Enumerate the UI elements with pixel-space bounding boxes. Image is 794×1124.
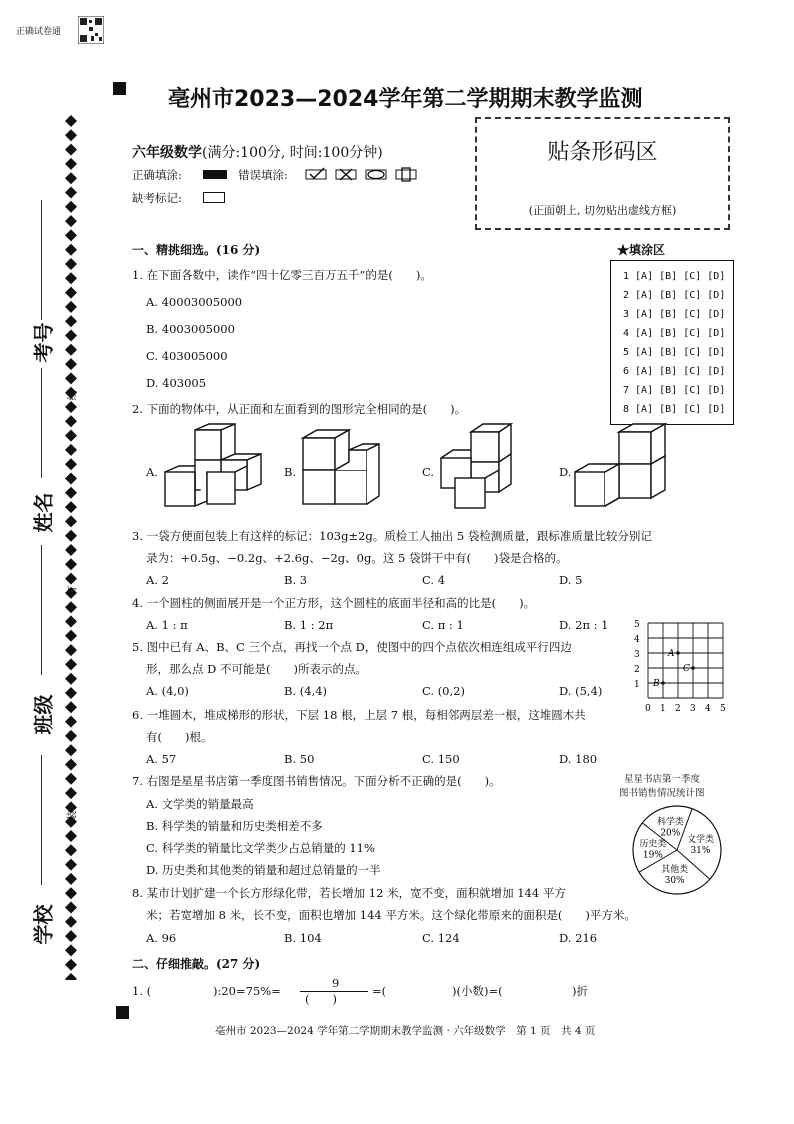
question-stem: 米；若宽增加 8 米，长不变，面积也增加 144 平方米。这个绿化带原来的面积是( )平方米。 bbox=[146, 908, 636, 922]
wrong-fill-label: 错误填涂: bbox=[238, 168, 288, 182]
fill-blank-part: ):20=75%= bbox=[213, 984, 281, 998]
option: D. (5,4) bbox=[559, 684, 603, 698]
line-mark-char: 线 bbox=[67, 390, 79, 401]
diamond-mark bbox=[65, 187, 77, 199]
answer-row[interactable]: 2 [A] [B] [C] [D] bbox=[623, 290, 726, 301]
pie-slice-pct: 31% bbox=[690, 846, 711, 857]
option: C. bbox=[422, 465, 435, 479]
diamond-mark bbox=[65, 144, 77, 156]
class-label: 班级 bbox=[31, 694, 56, 735]
answer-row[interactable]: 1 [A] [B] [C] [D] bbox=[623, 271, 726, 282]
diamond-mark bbox=[65, 501, 77, 513]
diamond-mark bbox=[65, 773, 77, 785]
answer-row[interactable]: 5 [A] [B] [C] [D] bbox=[623, 347, 726, 358]
diamond-mark bbox=[65, 601, 77, 613]
question-stem: 5. 图中已有 A、B、C 三个点，再找一个点 D，使图中的四个点依次相连组成平行四边 bbox=[132, 640, 572, 654]
option: D. 5 bbox=[559, 573, 583, 587]
diamond-mark bbox=[65, 859, 77, 871]
school-label: 学校 bbox=[31, 904, 56, 945]
diamond-mark bbox=[65, 573, 77, 585]
diamond-mark bbox=[65, 744, 77, 756]
option: D. 180 bbox=[559, 752, 598, 766]
option: C. 150 bbox=[422, 752, 460, 766]
point-C bbox=[691, 666, 695, 670]
option: A. 96 bbox=[146, 931, 177, 945]
option: D. 2π : 1 bbox=[559, 618, 609, 632]
y-tick-label: 5 bbox=[634, 620, 640, 630]
barcode-area bbox=[475, 117, 730, 230]
answer-row[interactable]: 3 [A] [B] [C] [D] bbox=[623, 309, 726, 320]
option: A. (4,0) bbox=[146, 684, 189, 698]
ding-mark-char: 订 bbox=[67, 585, 79, 596]
answer-row[interactable]: 7 [A] [B] [C] [D] bbox=[623, 385, 726, 396]
diamond-mark bbox=[65, 687, 77, 699]
brand-logo-text: 正确试卷通 bbox=[16, 27, 62, 37]
diamond-mark bbox=[65, 172, 77, 184]
qr-code-icon bbox=[78, 16, 104, 44]
option: B. 50 bbox=[284, 752, 315, 766]
diamond-mark bbox=[65, 215, 77, 227]
pie-chart bbox=[630, 803, 724, 897]
answer-card-title: ★填涂区 bbox=[617, 243, 666, 257]
x-tick-label: 2 bbox=[675, 704, 681, 714]
diamond-mark bbox=[65, 129, 77, 141]
question-stem: 录为：+0.5g、−0.2g、+2.6g、−2g、0g。这 5 袋饼干中有( )袋是合格的。 bbox=[146, 551, 568, 565]
diamond-mark bbox=[65, 673, 77, 685]
diamond-mark bbox=[65, 730, 77, 742]
x-tick-label: 1 bbox=[660, 704, 666, 714]
fraction-denominator: ( ) bbox=[305, 992, 337, 1006]
diamond-mark bbox=[65, 902, 77, 914]
subject-name: 六年级数学 bbox=[132, 145, 202, 161]
fill-blank-part: =( bbox=[372, 984, 387, 998]
diamond-mark bbox=[65, 458, 77, 470]
x-tick-label: 0 bbox=[645, 704, 651, 714]
y-tick-label: 4 bbox=[634, 635, 640, 645]
score-time: (满分:100分, 时间:100分钟) bbox=[202, 145, 383, 161]
alignment-mark bbox=[116, 1006, 129, 1019]
diamond-mark bbox=[65, 358, 77, 370]
question-stem: 1. 在下面各数中，读作“四十亿零三百万五千”的是( )。 bbox=[132, 268, 432, 282]
point-B bbox=[661, 681, 665, 685]
option: B. 4003005000 bbox=[146, 322, 235, 336]
diamond-mark bbox=[65, 330, 77, 342]
diamond-mark bbox=[65, 873, 77, 885]
y-tick-label: 1 bbox=[634, 680, 640, 690]
diamond-mark bbox=[65, 630, 77, 642]
option: B. 104 bbox=[284, 931, 322, 945]
correct-fill-label: 正确填涂: bbox=[132, 168, 182, 182]
diamond-mark bbox=[65, 616, 77, 628]
diamond-mark bbox=[65, 258, 77, 270]
diamond-mark bbox=[65, 344, 77, 356]
cube-figure-b bbox=[303, 430, 379, 504]
correct-fill-example bbox=[203, 170, 227, 179]
option: C. 科学类的销量比文学类少占总销量的 11% bbox=[146, 841, 375, 855]
option: A. 文学类的销量最高 bbox=[146, 797, 254, 811]
absent-mark-label: 缺考标记: bbox=[132, 191, 182, 205]
section-heading: 一、精挑细选。(16 分) bbox=[132, 243, 261, 257]
class-line[interactable] bbox=[41, 755, 42, 885]
answer-card bbox=[610, 260, 734, 425]
cube-figure-d bbox=[575, 424, 665, 506]
x-tick-label: 3 bbox=[690, 704, 696, 714]
diamond-mark bbox=[65, 372, 77, 384]
diamond-mark bbox=[65, 558, 77, 570]
diamond-mark bbox=[65, 430, 77, 442]
diamond-mark bbox=[65, 272, 77, 284]
diamond-mark bbox=[65, 830, 77, 842]
point-label: B bbox=[653, 679, 660, 689]
subject-info bbox=[132, 146, 383, 160]
option: B. 科学类的销量和历史类相差不多 bbox=[146, 819, 323, 833]
answer-row[interactable]: 4 [A] [B] [C] [D] bbox=[623, 328, 726, 339]
option: C. 403005000 bbox=[146, 349, 228, 363]
option: A. 2 bbox=[146, 573, 169, 587]
diamond-mark bbox=[65, 759, 77, 771]
page-title: 亳州市2023—2024学年第二学期期末教学监测 bbox=[168, 87, 643, 112]
question-stem: 2. 下面的物体中，从正面和左面看到的图形完全相同的是( )。 bbox=[132, 402, 467, 416]
x-tick-label: 5 bbox=[720, 704, 726, 714]
exam-no-line-2[interactable] bbox=[41, 368, 42, 478]
fill-blank-part: )折 bbox=[572, 984, 588, 998]
diamond-mark bbox=[65, 973, 77, 980]
brand-logo bbox=[14, 16, 104, 46]
pie-slice-pct: 19% bbox=[642, 850, 663, 861]
fraction-numerator: 9 bbox=[332, 976, 340, 990]
fill-blank-part: 1. ( bbox=[132, 984, 152, 998]
option: C. 124 bbox=[422, 931, 460, 945]
option: B. bbox=[284, 465, 297, 479]
option: D. 403005 bbox=[146, 376, 207, 390]
diamond-mark bbox=[65, 473, 77, 485]
option: A. bbox=[146, 465, 158, 479]
question-stem: 有( )根。 bbox=[146, 730, 213, 744]
option: C. 4 bbox=[422, 573, 446, 587]
option: B. 1 : 2π bbox=[284, 618, 334, 632]
option: B. 3 bbox=[284, 573, 308, 587]
diamond-mark bbox=[65, 716, 77, 728]
option: A. 40003005000 bbox=[146, 295, 243, 309]
option: C. (0,2) bbox=[422, 684, 465, 698]
diamond-mark bbox=[65, 515, 77, 527]
diamond-mark bbox=[65, 244, 77, 256]
diamond-mark bbox=[65, 844, 77, 856]
diamond-mark bbox=[65, 887, 77, 899]
absent-mark-box[interactable] bbox=[203, 192, 225, 203]
pie-slice-name: 文学类 bbox=[686, 835, 714, 846]
option: D. 216 bbox=[559, 931, 598, 945]
diamond-mark bbox=[65, 444, 77, 456]
diamond-mark bbox=[65, 530, 77, 542]
question-stem: 3. 一袋方便面包装上有这样的标记：103g±2g。质检工人抽出 5 袋检测质量，跟标准质量比较分别记 bbox=[132, 529, 652, 543]
barcode-note: (正面朝上, 切勿贴出虚线方框) bbox=[528, 204, 677, 217]
fill-blank-part: )(小数)=( bbox=[452, 984, 503, 998]
diamond-mark bbox=[65, 301, 77, 313]
wrong-fill-examples bbox=[304, 167, 419, 182]
coordinate-grid bbox=[632, 614, 732, 714]
diamond-mark bbox=[65, 701, 77, 713]
option: A. 1 : π bbox=[146, 618, 188, 632]
diamond-mark bbox=[65, 544, 77, 556]
option: D. 历史类和其他类的销量和超过总销量的一半 bbox=[146, 863, 381, 877]
y-tick-label: 2 bbox=[634, 665, 640, 675]
point-label: C bbox=[683, 664, 690, 674]
exam-no-label: 考号 bbox=[31, 322, 56, 363]
name-line[interactable] bbox=[41, 545, 42, 675]
question-stem: 4. 一个圆柱的侧面展开是一个正方形，这个圆柱的底面半径和高的比是( )。 bbox=[132, 596, 536, 610]
point-label: A bbox=[668, 649, 675, 659]
diamond-mark bbox=[65, 644, 77, 656]
diamond-mark bbox=[65, 415, 77, 427]
option: D. bbox=[559, 465, 572, 479]
section-heading: 二、仔细推敲。(27 分) bbox=[132, 957, 261, 971]
zhuang-mark-char: 装 bbox=[67, 810, 79, 821]
pie-title: 星星书店第一季度 bbox=[624, 774, 701, 785]
diamond-mark bbox=[65, 315, 77, 327]
question-stem: 7. 右图是星星书店第一季度图书销售情况。下面分析不正确的是( )。 bbox=[132, 774, 501, 788]
answer-row[interactable]: 6 [A] [B] [C] [D] bbox=[623, 366, 726, 377]
cube-figure-a bbox=[165, 424, 261, 506]
question-stem: 形，那么点 D 不可能是( )所表示的点。 bbox=[146, 662, 368, 676]
diamond-mark bbox=[65, 115, 77, 127]
pie-slice-name: 科学类 bbox=[656, 817, 684, 828]
question-stem: 8. 某市计划扩建一个长方形绿化带，若长增加 12 米，宽不变，面积就增加 144 平方 bbox=[132, 886, 566, 900]
option: C. π : 1 bbox=[422, 618, 464, 632]
diamond-mark bbox=[65, 944, 77, 956]
answer-row[interactable]: 8 [A] [B] [C] [D] bbox=[623, 404, 726, 415]
x-tick-label: 4 bbox=[705, 704, 711, 714]
pie-slice-pct: 20% bbox=[660, 828, 681, 839]
question-stem: 6. 一堆圆木，堆成梯形的形状，下层 18 根，上层 7 根，每相邻两层差一根，这堆圆木共 bbox=[132, 708, 586, 722]
cube-figure-c bbox=[441, 424, 511, 508]
diamond-mark bbox=[65, 158, 77, 170]
pie-title: 图书销售情况统计图 bbox=[619, 788, 705, 799]
binding-line bbox=[64, 114, 78, 980]
diamond-mark bbox=[65, 287, 77, 299]
page-footer: 亳州市 2023—2024 学年第二学期期末教学监测 · 六年级数学 第 1 页 共 4 页 bbox=[215, 1025, 596, 1037]
pie-slice-pct: 30% bbox=[664, 876, 685, 887]
diamond-mark bbox=[65, 959, 77, 971]
diamond-mark bbox=[65, 916, 77, 928]
diamond-mark bbox=[65, 658, 77, 670]
diamond-mark bbox=[65, 930, 77, 942]
cube-figures bbox=[155, 420, 695, 515]
pie-slice-name: 其他类 bbox=[661, 865, 689, 876]
point-A bbox=[676, 651, 680, 655]
y-tick-label: 3 bbox=[634, 650, 640, 660]
diamond-mark bbox=[65, 487, 77, 499]
option: B. (4,4) bbox=[284, 684, 328, 698]
barcode-title: 贴条形码区 bbox=[547, 140, 658, 165]
pie-slice-name: 历史类 bbox=[639, 839, 667, 850]
diamond-mark bbox=[65, 787, 77, 799]
diamond-mark bbox=[65, 201, 77, 213]
alignment-mark bbox=[113, 82, 126, 95]
diamond-mark bbox=[65, 401, 77, 413]
option: A. 57 bbox=[146, 752, 177, 766]
name-label: 姓名 bbox=[31, 492, 56, 533]
exam-no-line[interactable] bbox=[41, 200, 42, 320]
diamond-mark bbox=[65, 229, 77, 241]
